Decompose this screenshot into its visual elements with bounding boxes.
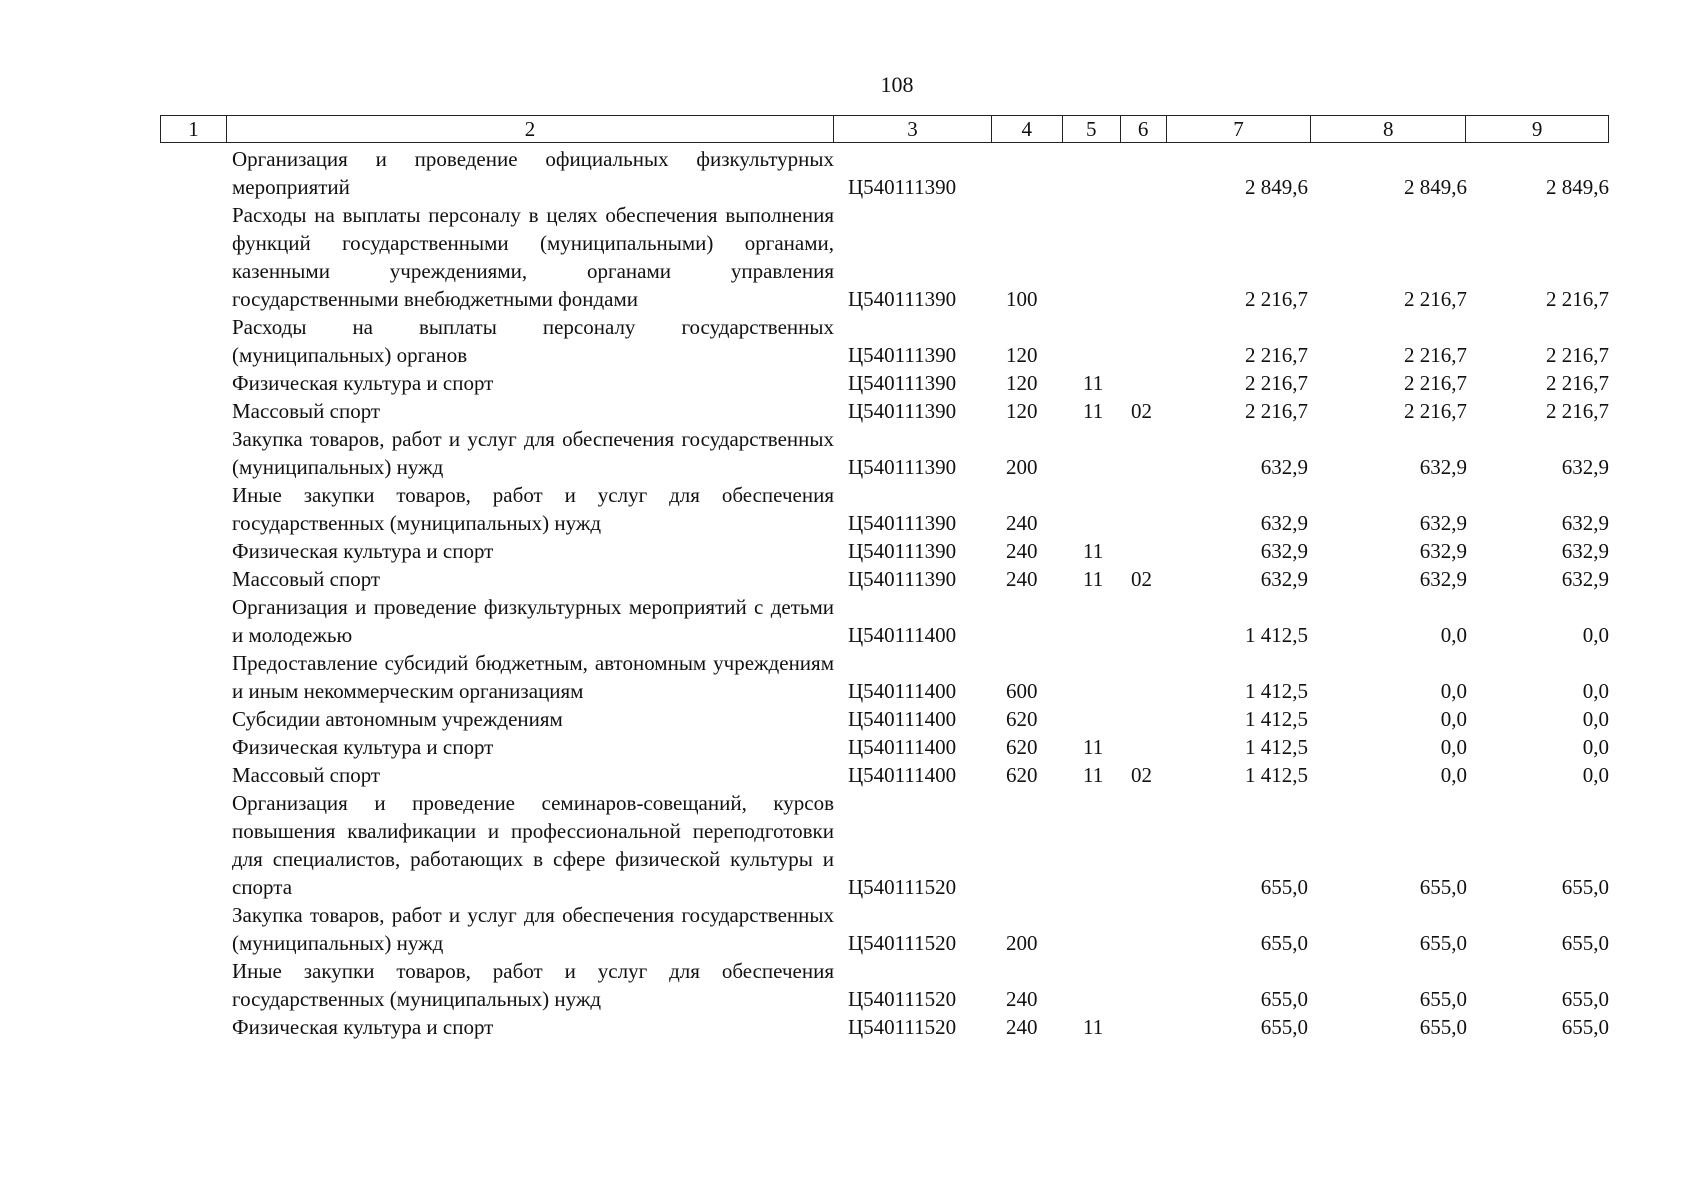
row-value-9: 655,0	[1561, 875, 1609, 899]
table-row	[160, 789, 1609, 901]
row-section: 11	[1083, 399, 1104, 423]
row-value-7: 1 412,5	[1245, 707, 1308, 731]
row-expense-type: 240	[1006, 511, 1038, 535]
header-col-6: 6	[1121, 116, 1167, 142]
table-body	[160, 145, 1609, 1041]
row-name: Предоставление субсидий бюджетным, автономным учреждениям и иным некоммерческим организациям	[232, 651, 834, 703]
row-value-7: 2 216,7	[1245, 399, 1308, 423]
row-code: Ц540111390	[848, 287, 957, 311]
row-subsection: 02	[1131, 763, 1152, 787]
row-expense-type: 240	[1006, 567, 1038, 591]
row-expense-type: 120	[1006, 399, 1038, 423]
row-value-9: 0,0	[1582, 623, 1609, 647]
row-name: Организация и проведение официальных физкультурных мероприятий	[232, 147, 834, 199]
row-value-8: 655,0	[1419, 875, 1467, 899]
row-section: 11	[1083, 371, 1104, 395]
row-value-7: 1 412,5	[1245, 679, 1308, 703]
table-row	[160, 901, 1609, 957]
row-subsection: 02	[1131, 399, 1152, 423]
table-row	[160, 733, 1609, 761]
row-value-9: 2 216,7	[1546, 343, 1609, 367]
row-code: Ц540111390	[848, 455, 957, 479]
row-name: Массовый спорт	[232, 763, 381, 787]
row-value-9: 0,0	[1582, 679, 1609, 703]
row-code: Ц540111390	[848, 399, 957, 423]
row-value-8: 0,0	[1440, 707, 1467, 731]
row-code: Ц540111520	[848, 987, 957, 1011]
table-row	[160, 1013, 1609, 1041]
table-row	[160, 145, 1609, 201]
row-name: Физическая культура и спорт	[232, 371, 494, 395]
row-expense-type: 620	[1006, 735, 1038, 759]
row-value-8: 632,9	[1419, 511, 1467, 535]
row-value-8: 0,0	[1440, 679, 1467, 703]
row-code: Ц540111400	[848, 735, 957, 759]
row-code: Ц540111390	[848, 539, 957, 563]
row-value-7: 2 849,6	[1245, 175, 1308, 199]
row-value-8: 632,9	[1419, 539, 1467, 563]
row-value-7: 2 216,7	[1245, 343, 1308, 367]
row-value-8: 2 216,7	[1404, 399, 1467, 423]
table-row	[160, 313, 1609, 369]
row-value-9: 0,0	[1582, 763, 1609, 787]
row-value-9: 632,9	[1561, 539, 1609, 563]
row-expense-type: 100	[1006, 287, 1038, 311]
row-value-7: 655,0	[1260, 875, 1308, 899]
header-col-1: 1	[161, 116, 227, 142]
header-col-9: 9	[1531, 117, 1543, 141]
row-expense-type: 620	[1006, 707, 1038, 731]
table-row	[160, 957, 1609, 1013]
row-section: 11	[1083, 1015, 1104, 1039]
row-expense-type: 200	[1006, 455, 1038, 479]
row-expense-type: 240	[1006, 1015, 1038, 1039]
row-section: 11	[1083, 735, 1104, 759]
row-value-9: 2 216,7	[1546, 399, 1609, 423]
row-expense-type: 240	[1006, 987, 1038, 1011]
row-value-9: 632,9	[1561, 455, 1609, 479]
header-col-4: 4	[992, 116, 1063, 142]
row-code: Ц540111400	[848, 623, 957, 647]
table-row	[160, 425, 1609, 481]
row-expense-type: 240	[1006, 539, 1038, 563]
row-code: Ц540111520	[848, 875, 957, 899]
row-value-7: 632,9	[1260, 511, 1308, 535]
row-value-7: 655,0	[1260, 931, 1308, 955]
table-row	[160, 481, 1609, 537]
row-code: Ц540111390	[848, 175, 957, 199]
row-code: Ц540111390	[848, 567, 957, 591]
row-code: Ц540111400	[848, 763, 957, 787]
table-row	[160, 761, 1609, 789]
row-value-8: 655,0	[1419, 931, 1467, 955]
table-row	[160, 537, 1609, 565]
row-value-7: 2 216,7	[1245, 371, 1308, 395]
row-name: Физическая культура и спорт	[232, 1015, 494, 1039]
row-value-9: 632,9	[1561, 567, 1609, 591]
table-row	[160, 565, 1609, 593]
row-value-9: 2 849,6	[1546, 175, 1609, 199]
table-row	[160, 397, 1609, 425]
header-col-3: 3	[834, 116, 992, 142]
row-value-8: 2 216,7	[1404, 343, 1467, 367]
table-header	[160, 115, 1609, 143]
page-number: 108	[880, 72, 914, 97]
row-code: Ц540111400	[848, 679, 957, 703]
row-expense-type: 620	[1006, 763, 1038, 787]
row-value-8: 2 216,7	[1404, 287, 1467, 311]
row-value-7: 632,9	[1260, 567, 1308, 591]
row-value-9: 2 216,7	[1546, 287, 1609, 311]
row-expense-type: 120	[1006, 343, 1038, 367]
row-expense-type: 120	[1006, 371, 1038, 395]
row-value-8: 632,9	[1419, 455, 1467, 479]
table-row	[160, 705, 1609, 733]
row-expense-type: 600	[1006, 679, 1038, 703]
row-value-9: 655,0	[1561, 1015, 1609, 1039]
row-name: Массовый спорт	[232, 567, 381, 591]
row-subsection: 02	[1131, 567, 1152, 591]
row-value-8: 2 216,7	[1404, 371, 1467, 395]
row-name: Закупка товаров, работ и услуг для обеспечения государственных (муниципальных) нужд	[232, 427, 834, 479]
row-value-9: 0,0	[1582, 707, 1609, 731]
table-row	[160, 201, 1609, 313]
row-code: Ц540111520	[848, 931, 957, 955]
row-code: Ц540111390	[848, 511, 957, 535]
row-name: Закупка товаров, работ и услуг для обеспечения государственных (муниципальных) нужд	[232, 903, 834, 955]
header-col-5: 5	[1063, 116, 1121, 142]
row-name: Иные закупки товаров, работ и услуг для обеспечения государственных (муниципальных) нужд	[232, 959, 834, 1011]
row-value-9: 655,0	[1561, 987, 1609, 1011]
row-code: Ц540111520	[848, 1015, 957, 1039]
row-value-7: 632,9	[1260, 539, 1308, 563]
row-value-7: 655,0	[1260, 1015, 1308, 1039]
row-name: Массовый спорт	[232, 399, 381, 423]
row-expense-type: 200	[1006, 931, 1038, 955]
row-code: Ц540111390	[848, 343, 957, 367]
budget-table	[160, 115, 1609, 1041]
row-section: 11	[1083, 567, 1104, 591]
row-name: Физическая культура и спорт	[232, 735, 494, 759]
row-value-9: 0,0	[1582, 735, 1609, 759]
table-row	[160, 369, 1609, 397]
row-name: Организация и проведение семинаров-совещаний, курсов повышения квалификации и профессиональной переподготовки для специалистов, работающих в сфере физической культуры и спорта	[232, 791, 834, 899]
row-name: Субсидии автономным учреждениям	[232, 707, 563, 731]
row-value-9: 655,0	[1561, 931, 1609, 955]
row-value-8: 0,0	[1440, 763, 1467, 787]
row-value-8: 655,0	[1419, 1015, 1467, 1039]
row-value-9: 632,9	[1561, 511, 1609, 535]
row-value-8: 0,0	[1440, 735, 1467, 759]
table-row	[160, 593, 1609, 649]
row-value-7: 1 412,5	[1245, 623, 1308, 647]
row-section: 11	[1083, 763, 1104, 787]
row-name: Расходы на выплаты персоналу государственных (муниципальных) органов	[232, 315, 834, 367]
row-value-7: 655,0	[1260, 987, 1308, 1011]
row-value-9: 2 216,7	[1546, 371, 1609, 395]
header-col-8: 8	[1311, 116, 1466, 142]
row-value-8: 0,0	[1440, 623, 1467, 647]
row-value-8: 632,9	[1419, 567, 1467, 591]
header-col-2: 2	[227, 116, 834, 142]
header-col-7: 7	[1167, 116, 1312, 142]
row-name: Расходы на выплаты персоналу в целях обеспечения выполнения функций государственными (муниципальными) органами, казенными учреждениями, органами управления государственными внебюджетными фондами	[232, 203, 834, 311]
row-section: 11	[1083, 539, 1104, 563]
row-name: Физическая культура и спорт	[232, 539, 494, 563]
row-value-7: 2 216,7	[1245, 287, 1308, 311]
row-code: Ц540111390	[848, 371, 957, 395]
row-name: Организация и проведение физкультурных мероприятий с детьми и молодежью	[232, 595, 834, 647]
row-name: Иные закупки товаров, работ и услуг для обеспечения государственных (муниципальных) нужд	[232, 483, 834, 535]
row-value-7: 1 412,5	[1245, 763, 1308, 787]
row-value-7: 1 412,5	[1245, 735, 1308, 759]
table-row	[160, 649, 1609, 705]
row-value-7: 632,9	[1260, 455, 1308, 479]
row-value-8: 2 849,6	[1404, 175, 1467, 199]
row-value-8: 655,0	[1419, 987, 1467, 1011]
row-code: Ц540111400	[848, 707, 957, 731]
